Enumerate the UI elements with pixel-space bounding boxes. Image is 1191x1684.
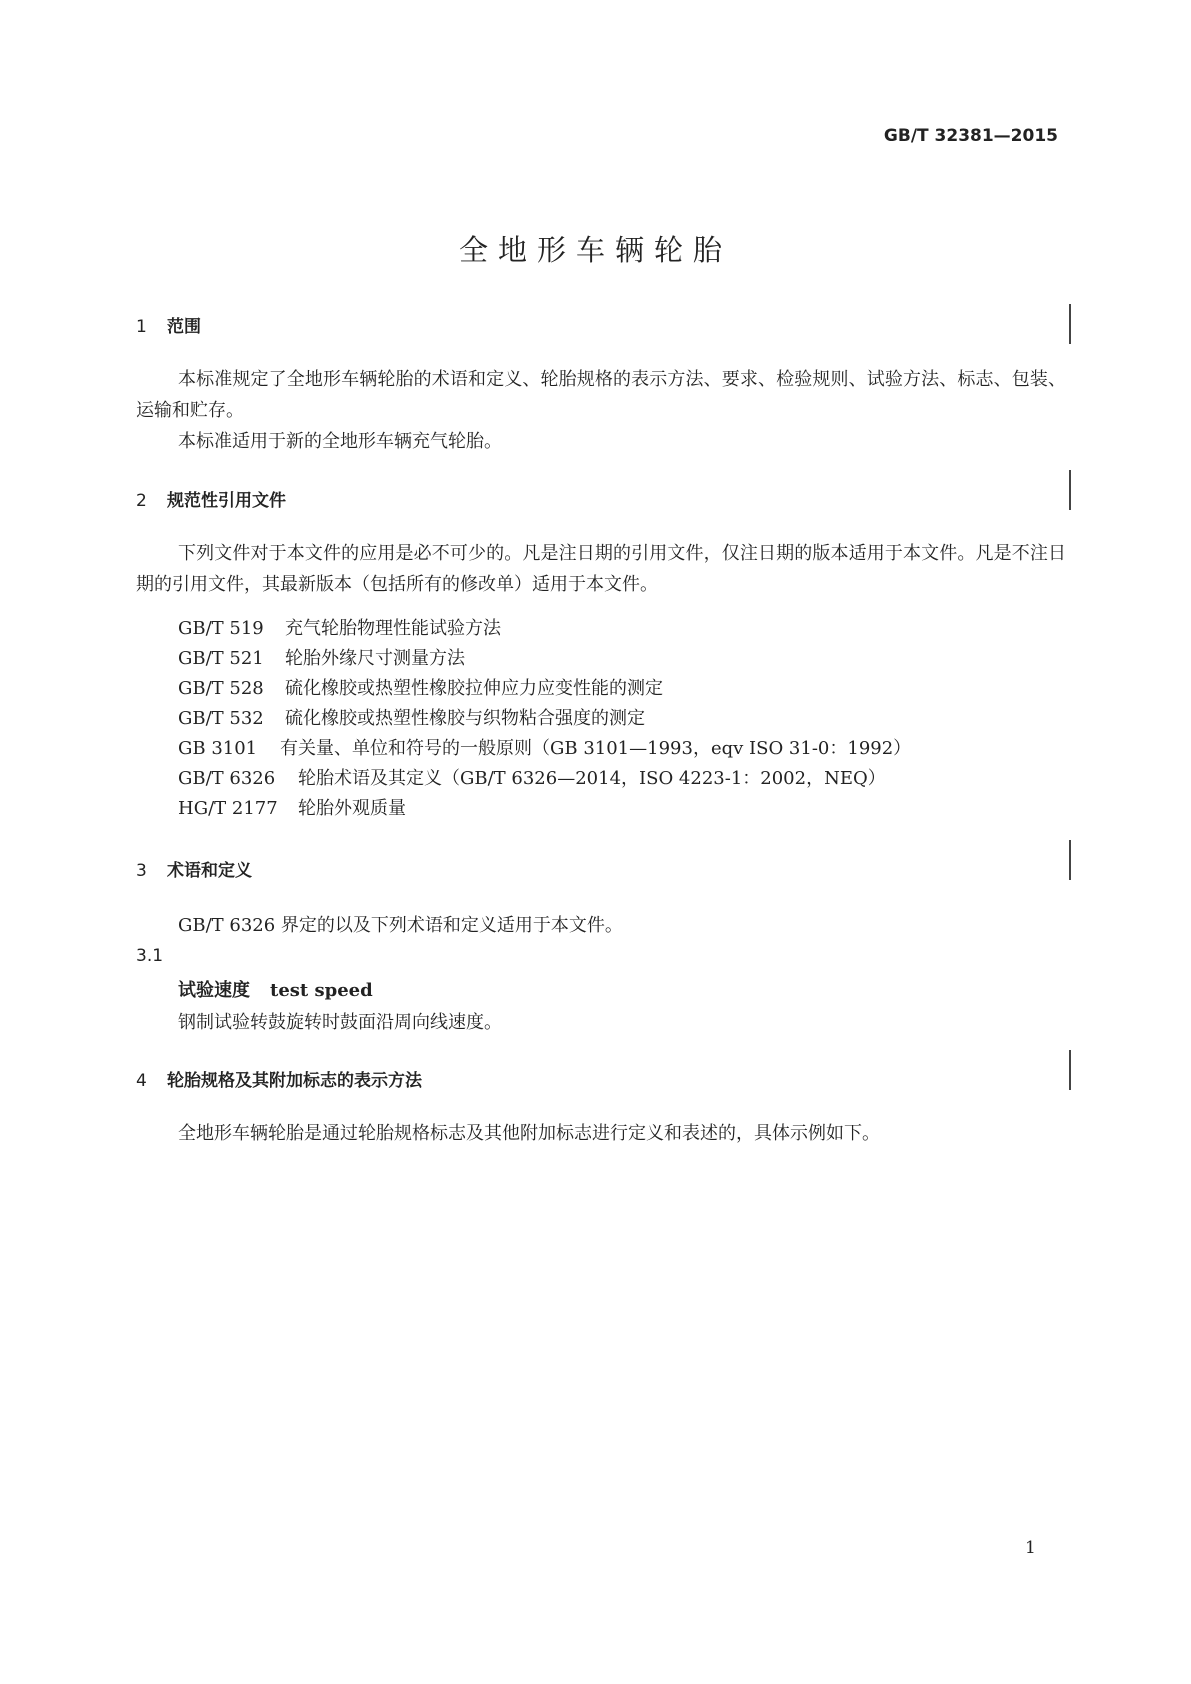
change-bar xyxy=(1069,1050,1071,1090)
section-number: 1 xyxy=(136,317,147,337)
section-title: 术语和定义 xyxy=(167,861,252,881)
terms-intro: GB/T 6326 界定的以及下列术语和定义适用于本文件。 xyxy=(178,915,623,936)
term-entry xyxy=(178,976,373,1002)
reference-title: 硫化橡胶或热塑性橡胶与织物粘合强度的测定 xyxy=(285,708,645,729)
term-chinese: 试验速度 xyxy=(178,980,250,1001)
reference-title: 轮胎外观质量 xyxy=(298,798,406,819)
section-title: 轮胎规格及其附加标志的表示方法 xyxy=(167,1071,422,1091)
section-heading-2 xyxy=(136,486,286,511)
reference-code: GB/T 521 xyxy=(178,648,264,669)
reference-code: GB/T 519 xyxy=(178,618,264,639)
page-number: 1 xyxy=(1025,1538,1036,1558)
normative-intro: 下列文件对于本文件的应用是必不可少的。凡是注日期的引用文件，仅注日期的版本适用于本文件。凡是不注日期的引用文件，其最新版本（包括所有的修改单）适用于本文件。 xyxy=(136,543,1066,595)
reference-title: 轮胎术语及其定义（GB/T 6326—2014，ISO 4223-1：2002，NEQ） xyxy=(298,768,886,789)
section-heading-4 xyxy=(136,1066,422,1091)
reference-title: 轮胎外缘尺寸测量方法 xyxy=(285,648,465,669)
scope-paragraph-2: 本标准适用于新的全地形车辆充气轮胎。 xyxy=(178,431,502,452)
reference-item xyxy=(178,644,465,670)
document-title: 全地形车辆轮胎 xyxy=(458,233,732,267)
designation-intro: 全地形车辆轮胎是通过轮胎规格标志及其他附加标志进行定义和表述的，具体示例如下。 xyxy=(178,1123,880,1144)
reference-code: HG/T 2177 xyxy=(178,798,278,819)
reference-title: 充气轮胎物理性能试验方法 xyxy=(285,618,501,639)
reference-item xyxy=(178,704,645,730)
reference-title: 硫化橡胶或热塑性橡胶拉伸应力应变性能的测定 xyxy=(285,678,663,699)
reference-title: 有关量、单位和符号的一般原则（GB 3101—1993，eqv ISO 31-0：1992） xyxy=(280,738,912,759)
section-title: 规范性引用文件 xyxy=(167,491,286,511)
term-number: 3.1 xyxy=(136,946,164,966)
scope-paragraph-1: 本标准规定了全地形车辆轮胎的术语和定义、轮胎规格的表示方法、要求、检验规则、试验方法、标志、包装、运输和贮存。 xyxy=(136,369,1066,421)
change-bar xyxy=(1069,304,1071,344)
reference-code: GB 3101 xyxy=(178,738,258,759)
standard-number: GB/T 32381—2015 xyxy=(883,126,1058,146)
reference-code: GB/T 528 xyxy=(178,678,264,699)
section-heading-3 xyxy=(136,856,252,881)
section-number: 3 xyxy=(136,861,147,881)
reference-item xyxy=(178,764,886,790)
reference-item xyxy=(178,674,663,700)
section-number: 4 xyxy=(136,1071,147,1091)
reference-code: GB/T 6326 xyxy=(178,768,276,789)
term-definition: 钢制试验转鼓旋转时鼓面沿周向线速度。 xyxy=(178,1012,502,1033)
reference-code: GB/T 532 xyxy=(178,708,264,729)
section-title: 范围 xyxy=(167,317,201,337)
section-heading-1 xyxy=(136,312,201,337)
section-number: 2 xyxy=(136,491,147,511)
reference-item xyxy=(178,794,406,820)
change-bar xyxy=(1069,840,1071,880)
change-bar xyxy=(1069,470,1071,510)
reference-item xyxy=(178,614,501,640)
term-english: test speed xyxy=(270,980,373,1001)
reference-item xyxy=(178,734,911,760)
